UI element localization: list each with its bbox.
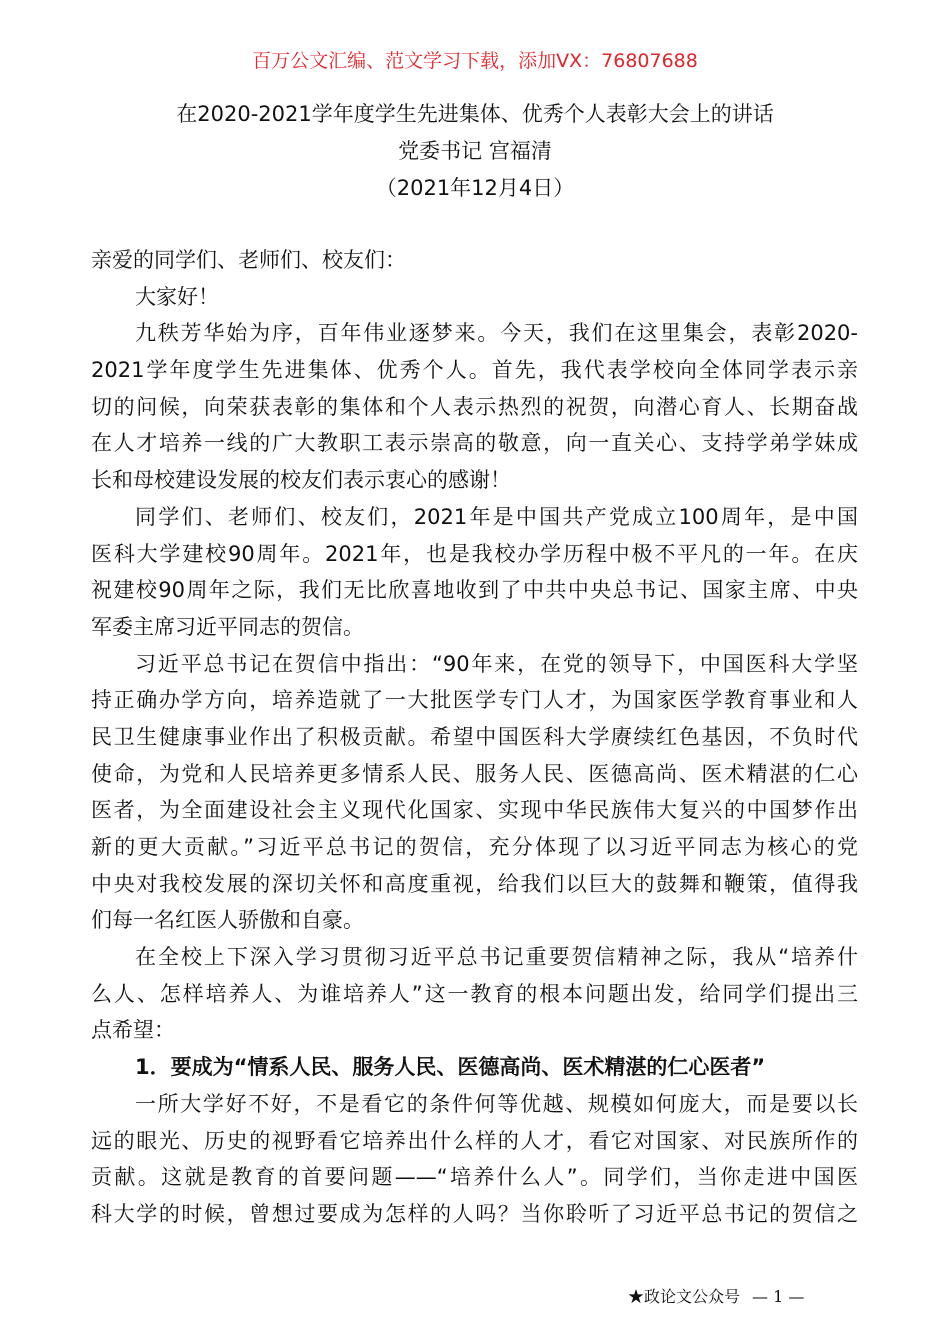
author-line: 党委书记 宫福清 (398, 139, 552, 163)
text-line: 医科大学建校90周年。2021年，也是我校办学历程中极不平凡的一年。在庆 (91, 541, 858, 566)
text-line: 民卫生健康事业作出了积极贡献。希望中国医科大学赓续红色基因，不负时代 (91, 724, 858, 749)
footer-source: ★政论文公众号 (628, 1287, 741, 1306)
text-line: 远的眼光、历史的视野看它培养出什么样的人才，看它对国家、对民族所作的 (91, 1128, 858, 1153)
text-line: 么人、怎样培养人、为谁培养人”这一教育的根本问题出发，给同学们提出三 (91, 981, 858, 1006)
text-line: 亲爱的同学们、老师们、校友们： (91, 248, 406, 272)
text-line: 祝建校90周年之际，我们无比欣喜地收到了中共中央总书记、国家主席、中央 (91, 578, 858, 603)
text-line: 同学们、老师们、校友们，2021年是中国共产党成立100周年，是中国 (135, 504, 858, 529)
watermark-banner: 百万公文汇编、范文学习下载，添加VX：76807688 (252, 50, 698, 72)
section-heading: 1．要成为“情系人民、服务人民、医德高尚、医术精湛的仁心医者” (135, 1055, 766, 1080)
date-line: （2021年12月4日） (375, 176, 575, 200)
text-line: 2021学年度学生先进集体、优秀个人。首先，我代表学校向全体同学表示亲 (91, 358, 858, 383)
text-line: 在全校上下深入学习贯彻习近平总书记重要贺信精神之际，我从“培养什 (135, 945, 858, 970)
text-line: 医者，为全面建设社会主义现代化国家、实现中华民族伟大复兴的中国梦作出 (91, 798, 858, 823)
text-line: 一所大学好不好，不是看它的条件何等优越、规模如何庞大，而是要以长 (135, 1091, 858, 1116)
page-number: — 1 — (752, 1287, 805, 1306)
text-line: 切的问候，向荣获表彰的集体和个人表示热烈的祝贺，向潜心育人、长期奋战 (91, 394, 858, 419)
text-line: 九秩芳华始为序，百年伟业逐梦来。今天，我们在这里集会，表彰2020- (135, 321, 858, 346)
text-line: 长和母校建设发展的校友们表示衷心的感谢！ (91, 468, 511, 493)
page-footer (628, 1284, 804, 1307)
text-line: 科大学的时候，曾想过要成为怎样的人吗？当你聆听了习近平总书记的贺信之 (91, 1201, 858, 1226)
text-line: 持正确办学方向，培养造就了一大批医学专门人才，为国家医学教育事业和人 (91, 688, 858, 713)
text-line: 点希望： (91, 1018, 175, 1043)
text-line: 在人才培养一线的广大教职工表示崇高的敬意，向一直关心、支持学弟学妹成 (91, 431, 858, 456)
text-line: 使命，为党和人民培养更多情系人民、服务人民、医德高尚、医术精湛的仁心 (91, 761, 858, 786)
text-line: 中央对我校发展的深切关怀和高度重视，给我们以巨大的鼓舞和鞭策，值得我 (91, 871, 858, 896)
text-line: 军委主席习近平同志的贺信。 (91, 614, 364, 639)
text-line: 大家好！ (135, 284, 219, 309)
document-body (91, 242, 858, 1233)
text-line: 贡献。这就是教育的首要问题——“培养什么人”。同学们，当你走进中国医 (91, 1165, 858, 1190)
text-line: 们每一名红医人骄傲和自豪。 (91, 908, 364, 933)
document-title: 在2020-2021学年度学生先进集体、优秀个人表彰大会上的讲话 (176, 102, 774, 126)
text-line: 新的更大贡献。”习近平总书记的贺信，充分体现了以习近平同志为核心的党 (91, 835, 858, 859)
text-line: 习近平总书记在贺信中指出：“90年来，在党的领导下，中国医科大学坚 (135, 651, 858, 676)
